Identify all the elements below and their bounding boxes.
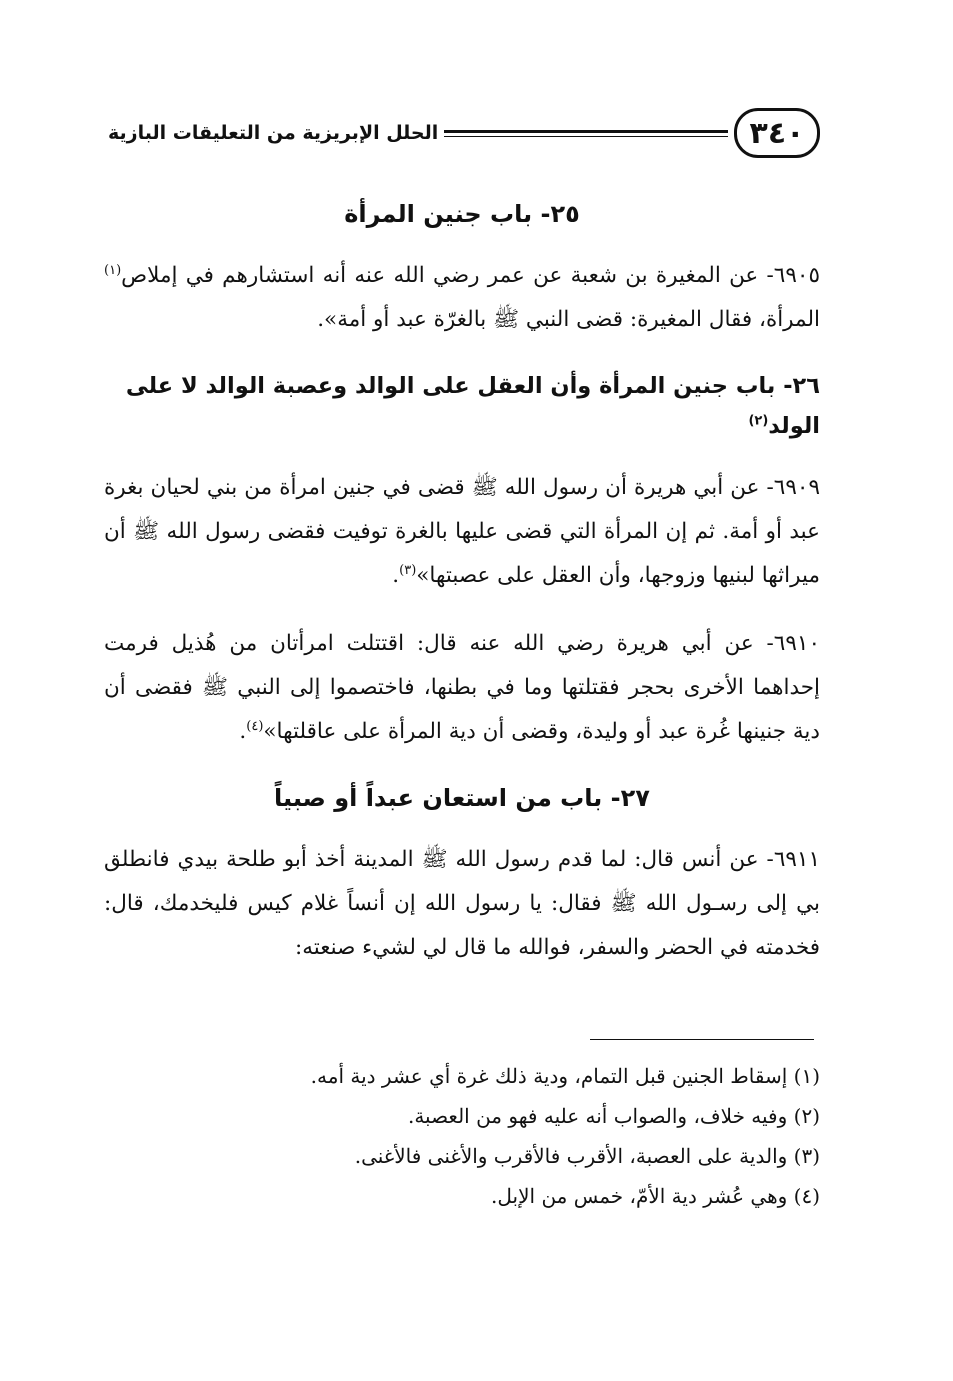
footnote-item: (٣) والدية على العصبة، الأقرب فالأقرب والأغنى فالأغنى.	[354, 1144, 820, 1168]
footnotes	[160, 1056, 820, 1216]
hadith-text-continued: المرأة، فقال المغيرة: قضى النبي ﷺ بالغرّة عبد أو أمة».	[317, 307, 820, 332]
hadith-text: عن المغيرة بن شعبة عن عمر رضي الله عنه أنه استشارهم في إملاص	[121, 263, 759, 288]
header-rule	[444, 130, 728, 137]
footnote-item: (٤) وهي عُشر دية الأمّ، خمس من الإبل.	[491, 1184, 820, 1208]
footnote-ref: (٤)	[246, 718, 264, 734]
hadith-text-continued: .	[239, 719, 247, 744]
hadith-number: ٦٩١٠-	[766, 631, 820, 656]
hadith-paragraph	[104, 622, 820, 754]
footnote-item: (١) إسقاط الجنين قبل التمام، ودية ذلك غرة أي عشر دية أمه.	[310, 1064, 820, 1088]
page-number: ٣٤٠	[734, 108, 820, 158]
hadith-text: عن أنس قال: لما قدم رسول الله ﷺ المدينة أخذ أبو طلحة بيدي فانطلق بي إلى رسـول الله ﷺ فقال: يا رسول الله إن أنساً غلام كيس فليخدمك، قال: فخدمته في الحضر والسفر، فوالله ما قال لي لشيء صنعته:	[104, 847, 820, 960]
chapter-title	[104, 194, 820, 234]
hadith-text: عن أبي هريرة رضي الله عنه قال: اقتتلت امرأتان من هُذيل فرمت إحداهما الأخرى بحجر فقتلتها وما في بطنها، فاختصموا إلى النبي ﷺ فقضى أن دية جنينها غُرة عبد أو وليدة، وقضى أن دية المرأة على عاقلتها»	[104, 631, 820, 744]
footnote-ref: (١)	[104, 262, 122, 278]
hadith-number: ٦٩٠٩-	[766, 475, 820, 500]
main-text	[104, 186, 820, 994]
footnote-ref: (٣)	[399, 562, 417, 578]
book-title: الحلل الإبريزية من التعليقات البازية	[108, 122, 439, 144]
hadith-number: ٦٩١١-	[766, 847, 821, 872]
footnote-item: (٢) وفيه خلاف، والصواب أنه عليه فهو من العصبة.	[407, 1104, 820, 1128]
chapter-title-text: ٢٧- باب من استعان عبداً أو صبياً	[274, 784, 650, 812]
footnote-ref: (٢)	[748, 413, 769, 429]
chapter-title-text: ٢٥- باب جنين المرأة	[344, 200, 580, 228]
hadith-number: ٦٩٠٥-	[766, 263, 820, 288]
hadith-paragraph	[104, 838, 820, 970]
footnote-separator	[590, 1039, 814, 1040]
hadith-text: عن أبي هريرة أن رسول الله ﷺ قضى في جنين امرأة من بني لحيان بغرة عبد أو أمة. ثم إن المرأة التي قضى عليها بالغرة توفيت فقضى رسول الله ﷺ أن ميراثها لبنيها وزوجها، وأن العقل على عصبتها»	[104, 475, 820, 588]
chapter-title	[104, 366, 820, 446]
hadith-paragraph	[104, 466, 820, 598]
hadith-text-continued: .	[392, 563, 400, 588]
running-header	[108, 106, 820, 160]
hadith-paragraph	[104, 254, 820, 342]
chapter-title	[104, 778, 820, 818]
chapter-title-text: ٢٦- باب جنين المرأة وأن العقل على الوالد وعصبة الوالد لا على الولد	[125, 373, 820, 439]
